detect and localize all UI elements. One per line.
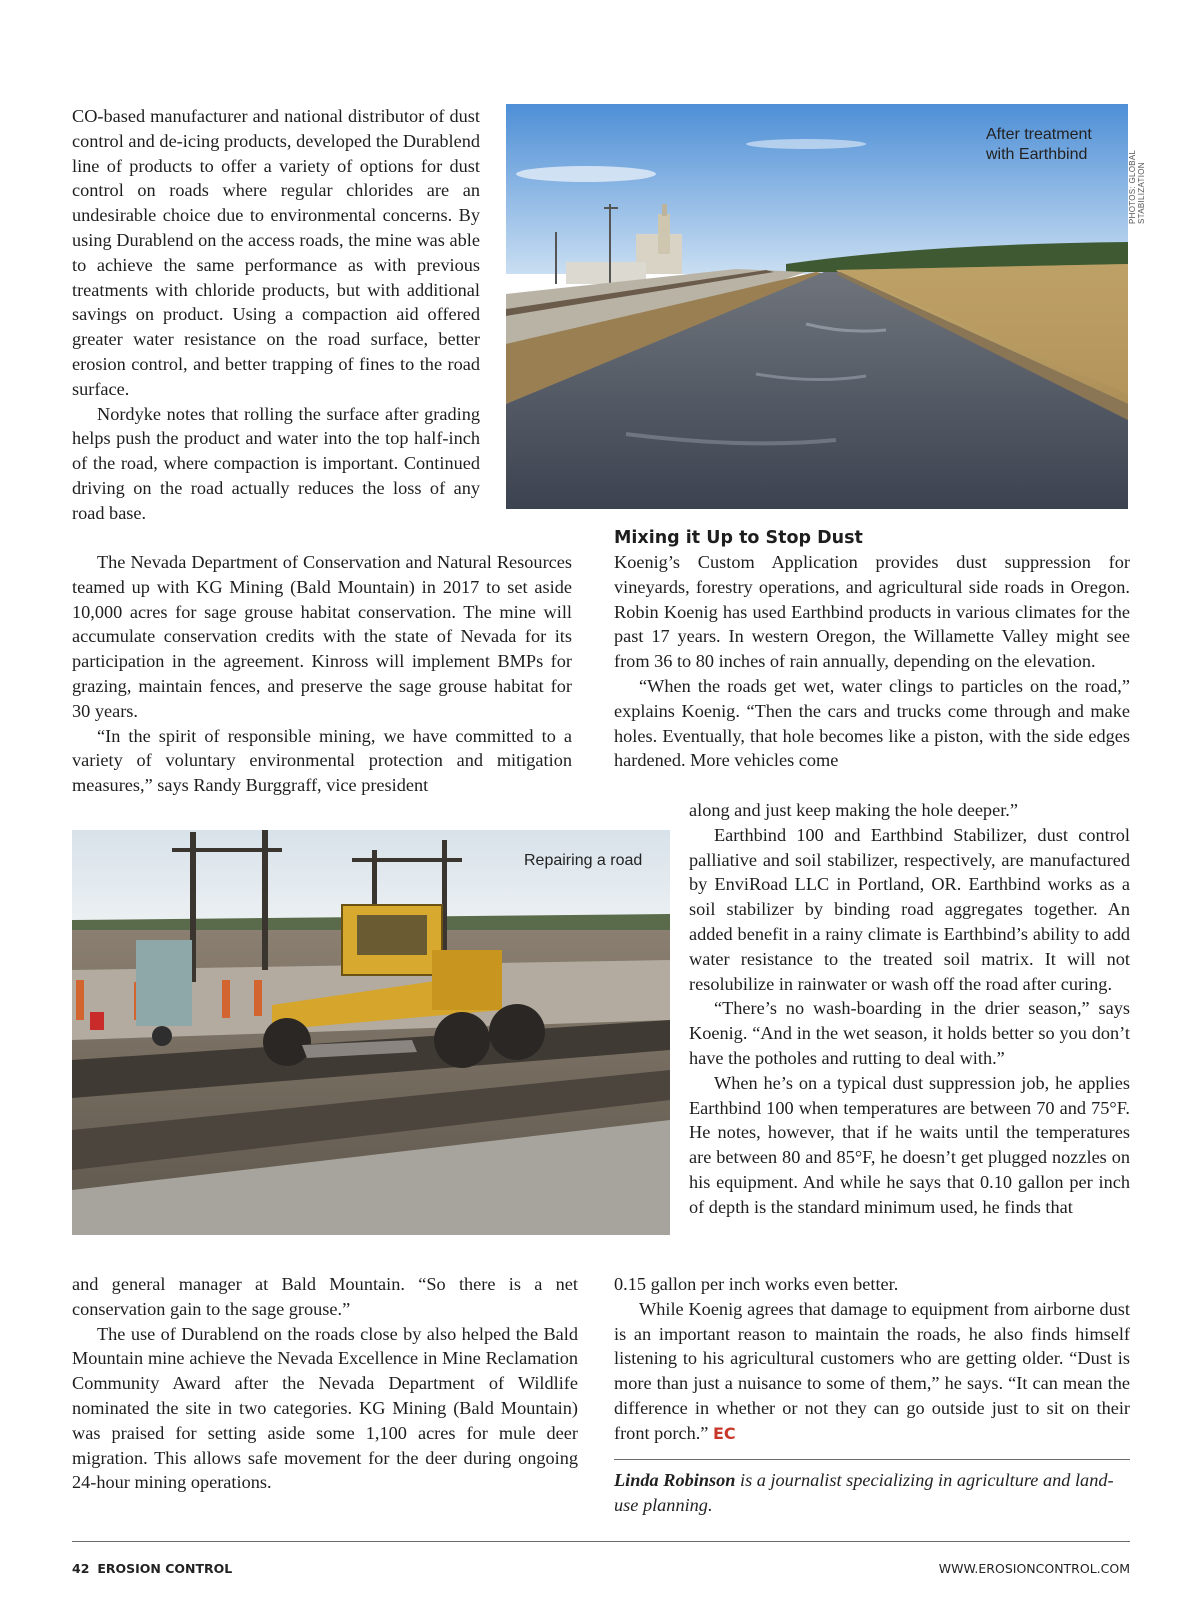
paragraph: CO-based manufacturer and national distributor of dust control and de-icing products, developed the Durablend line of products to offer a variety of options for dust control on roads where regular chlorides are an undesirable choice due to environmental concerns. By using Durablend on the access roads, the mine was able to achieve the same performance as with previous treatments with chloride products, but with additional savings on product. Using a compaction aid offered greater water resistance on the road surface, better erosion control, and better trapping of fines to the road surface. xyxy=(72,106,480,399)
caption-line: with Earthbind xyxy=(986,146,1088,163)
right-column-middle xyxy=(689,798,1130,1220)
paragraph: “There’s no wash-boarding in the drier season,” says Koenig. “And in the wet season, it holds better so you don’t have the potholes and rutting to deal with.” xyxy=(689,998,1130,1068)
paragraph: “When the roads get wet, water clings to particles on the road,” explains Koenig. “Then the cars and trucks come through and make holes. Eventually, that hole becomes like a piston, with the side edges hardened. More vehicles come xyxy=(614,675,1130,771)
paragraph: The Nevada Department of Conservation and Natural Resources teamed up with KG Mining (Bald Mountain) in 2017 to set aside 10,000 acres for sage grouse habitat conservation. The mine will accumulate conservation credits with the state of Nevada for its participation in the agreement. Kinross will implement BMPs for grazing, maintain fences, and preserve the sage grouse habitat for 30 years. xyxy=(72,552,572,721)
publication-name: EROSION CONTROL xyxy=(97,1561,233,1576)
bio-divider xyxy=(614,1459,1130,1460)
author-bio xyxy=(614,1468,1130,1518)
right-column-bottom xyxy=(614,1272,1130,1447)
author-name: Linda Robinson xyxy=(614,1470,736,1490)
left-column-middle xyxy=(72,550,572,798)
paragraph: and general manager at Bald Mountain. “So there is a net conservation gain to the sage grouse.” xyxy=(72,1274,578,1319)
photo-credit: PHOTOS: GLOBAL STABILIZATION xyxy=(1128,149,1146,224)
paragraph-text: While Koenig agrees that damage to equipment from airborne dust is an important reason to maintain the roads, he also finds himself listening to his agricultural customers who are getting older. “Dust is more than just a nuisance to some of them,” he says. “It can mean the difference in whether or not they can go outside just to sit on their front porch.” xyxy=(614,1298,1130,1443)
end-mark: EC xyxy=(713,1423,736,1443)
footer-left xyxy=(72,1561,232,1576)
treated-road-caption xyxy=(986,125,1116,165)
left-column-top xyxy=(72,104,480,526)
paragraph: The use of Durablend on the roads close by also helped the Bald Mountain mine achieve the Nevada Excellence in Mine Reclamation Community Award after the Nevada Department of Wildlife nominated the site in two categories. KG Mining (Bald Mountain) was praised for setting aside some 1,100 acres for mule deer migration. This allows safe movement for the deer during ongoing 24-hour mining operations. xyxy=(72,1323,578,1493)
paragraph: 0.15 gallon per inch works even better. xyxy=(614,1274,899,1294)
paragraph: Nordyke notes that rolling the surface after grading helps push the product and water into the top half-inch of the road, where compaction is important. Continued driving on the road actually reduces the loss of any road base. xyxy=(72,403,480,523)
website-link[interactable]: WWW.EROSIONCONTROL.COM xyxy=(938,1561,1130,1576)
paragraph: When he’s on a typical dust suppression job, he applies Earthbind 100 when temperatures are between 70 and 75°F. He notes, however, that if he waits until the temperatures are between 80 and 85°F, he doesn’t get plugged nozzles on his equipment. And while he says that 0.10 gallon per inch of depth is the standard minimum used, he finds that xyxy=(689,1072,1130,1217)
road-repair-photo xyxy=(72,830,670,1235)
paragraph: along and just keep making the hole deeper.” xyxy=(689,800,1018,820)
paragraph xyxy=(614,1297,1130,1447)
paragraph: Earthbind 100 and Earthbind Stabilizer, dust control palliative and soil stabilizer, respectively, are manufactured by EnviRoad LLC in Portland, OR. Earthbind works as a soil stabilizer by binding road aggregates together. An added benefit in a rainy climate is Earthbind’s ability to add water resistance to the treated soil matrix. It will not resolubilize in rainwater or wash off the road after curing. xyxy=(689,824,1130,994)
caption-line: After treatment xyxy=(986,126,1092,143)
section-heading: Mixing it Up to Stop Dust xyxy=(614,528,863,548)
paragraph: “In the spirit of responsible mining, we have committed to a variety of voluntary environmental protection and mitigation measures,” says Randy Burggraff, vice president xyxy=(72,725,572,796)
paragraph: Koenig’s Custom Application provides dust suppression for vineyards, forestry operations, and agricultural side roads in Oregon. Robin Koenig has used Earthbind products in various climates for the past 17 years. In western Oregon, the Willamette Valley might see from 36 to 80 inches of rain annually, depending on the elevation. xyxy=(614,552,1130,672)
page-number: 42 xyxy=(72,1561,90,1576)
road-repair-caption: Repairing a road xyxy=(524,852,643,869)
bio-text: is a journalist specializing in agriculture and land-use planning. xyxy=(614,1470,1114,1515)
left-column-bottom xyxy=(72,1272,578,1495)
right-column-top xyxy=(614,550,1130,773)
footer-divider xyxy=(72,1541,1130,1542)
